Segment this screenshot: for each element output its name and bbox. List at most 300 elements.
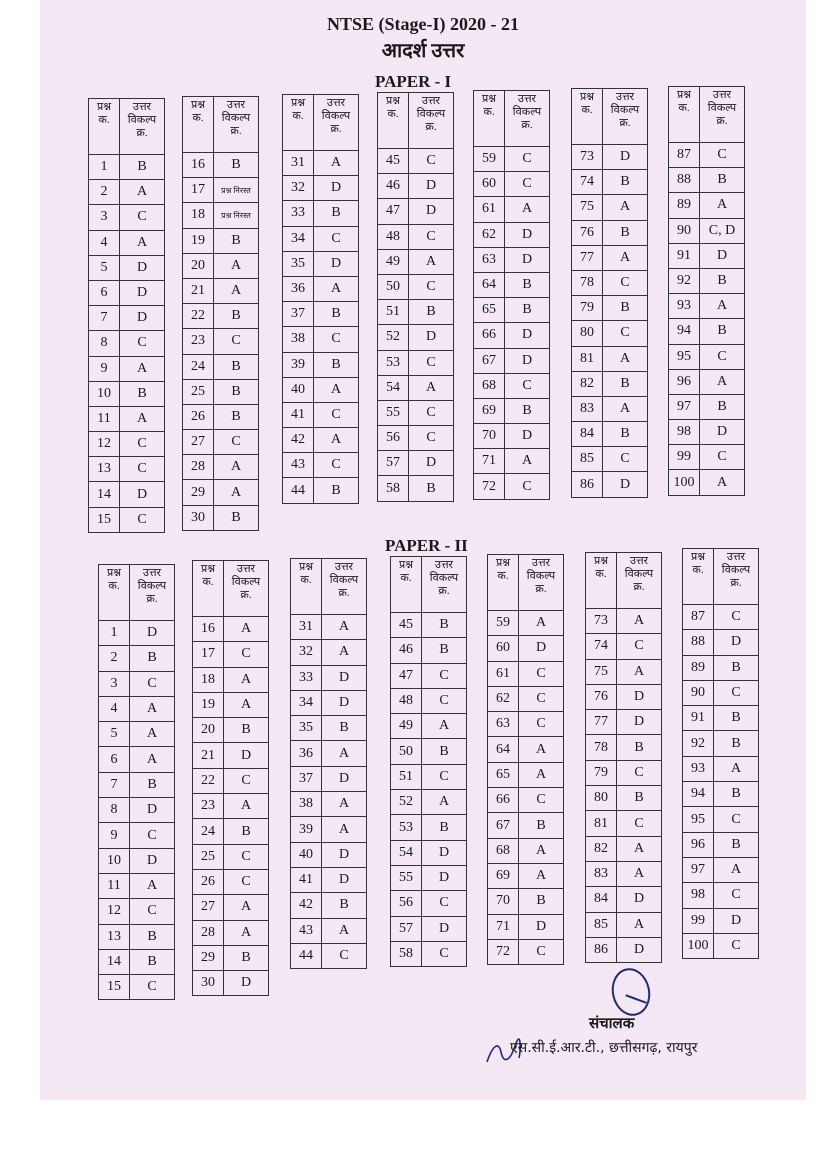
question-column-header — [283, 95, 314, 151]
answer-option: A — [714, 857, 759, 882]
answer-option: B — [603, 422, 648, 447]
answer-option: D — [120, 482, 165, 507]
question-number: 90 — [669, 218, 700, 243]
answer-option: A — [130, 873, 175, 898]
paper2-answer-table-7 — [682, 548, 759, 959]
question-number: 83 — [586, 861, 617, 886]
table-row — [193, 895, 269, 920]
question-number: 23 — [193, 794, 224, 819]
question-number: 96 — [683, 832, 714, 857]
answer-option: C — [519, 788, 564, 813]
question-number: 58 — [391, 941, 422, 966]
question-number: 28 — [183, 455, 214, 480]
question-number: 59 — [488, 611, 519, 636]
answer-option: A — [617, 912, 662, 937]
question-number: 81 — [586, 811, 617, 836]
answer-option: C — [519, 939, 564, 964]
answer-option: B — [714, 731, 759, 756]
table-row — [669, 168, 745, 193]
answer-option: D — [505, 247, 550, 272]
answer-option: B — [214, 404, 259, 429]
answer-option: B — [322, 893, 367, 918]
question-number: 99 — [669, 445, 700, 470]
table-row — [391, 891, 467, 916]
table-row — [572, 145, 648, 170]
question-number: 13 — [99, 924, 130, 949]
question-column-header — [488, 555, 519, 611]
question-number: 52 — [391, 790, 422, 815]
table-row — [391, 790, 467, 815]
table-row — [99, 772, 175, 797]
question-number: 66 — [474, 323, 505, 348]
table-row — [586, 684, 662, 709]
answer-option: D — [322, 766, 367, 791]
table-header-row — [586, 553, 662, 609]
answer-option: A — [120, 406, 165, 431]
answer-option: C — [603, 270, 648, 295]
table-row — [291, 943, 367, 968]
table-row — [669, 143, 745, 168]
table-row — [586, 634, 662, 659]
answer-column-header — [603, 89, 648, 145]
table-row — [474, 222, 550, 247]
answer-option: B — [714, 832, 759, 857]
question-number: 36 — [291, 741, 322, 766]
paper1-title: PAPER - I — [375, 72, 452, 91]
answer-option: B — [519, 889, 564, 914]
question-number: 97 — [669, 394, 700, 419]
question-number: 40 — [291, 842, 322, 867]
table-row — [586, 836, 662, 861]
answer-option: C — [314, 327, 359, 352]
answer-option: C — [214, 430, 259, 455]
question-number: 50 — [391, 739, 422, 764]
question-number: 26 — [193, 869, 224, 894]
question-number: 64 — [474, 272, 505, 297]
answer-column-header — [519, 555, 564, 611]
question-number: 40 — [283, 377, 314, 402]
answer-option: A — [314, 377, 359, 402]
question-number: 37 — [291, 766, 322, 791]
question-number: 14 — [99, 949, 130, 974]
table-row — [193, 920, 269, 945]
answer-option: C — [519, 686, 564, 711]
table-row — [488, 788, 564, 813]
question-number: 42 — [283, 428, 314, 453]
table-row — [488, 636, 564, 661]
answer-option: B — [505, 272, 550, 297]
answer-option: B — [130, 646, 175, 671]
answer-header-line: विकल्प — [512, 106, 542, 118]
question-number: 30 — [193, 971, 224, 996]
table-row — [89, 432, 165, 457]
answer-option: B — [214, 228, 259, 253]
answer-option: B — [603, 220, 648, 245]
table-row — [378, 476, 454, 501]
paper1-answer-table-4 — [377, 92, 454, 502]
answer-option: A — [617, 836, 662, 861]
table-row — [89, 507, 165, 532]
question-number: 49 — [378, 249, 409, 274]
answer-option: A — [322, 640, 367, 665]
answer-option: B — [603, 371, 648, 396]
table-row — [99, 924, 175, 949]
answer-header-line: क्र. — [438, 585, 450, 597]
answer-option: C — [409, 350, 454, 375]
question-column-header — [474, 91, 505, 147]
answer-option: D — [617, 887, 662, 912]
answer-option: A — [603, 195, 648, 220]
question-column-header — [586, 553, 617, 609]
question-number: 25 — [193, 844, 224, 869]
table-row — [99, 747, 175, 772]
answer-option: B — [422, 815, 467, 840]
answer-option: D — [617, 684, 662, 709]
table-row — [283, 302, 359, 327]
table-row — [193, 718, 269, 743]
table-row — [572, 346, 648, 371]
question-number: 50 — [378, 274, 409, 299]
question-number: 92 — [669, 268, 700, 293]
answer-option: C — [422, 941, 467, 966]
table-row — [193, 768, 269, 793]
table-row — [283, 428, 359, 453]
table-row — [183, 278, 259, 303]
paper1-answer-table-2 — [182, 96, 259, 531]
question-number: 7 — [89, 306, 120, 331]
table-row — [99, 899, 175, 924]
answer-column-header — [714, 549, 759, 605]
paper1-answer-table-6 — [571, 88, 648, 498]
question-number: 31 — [291, 615, 322, 640]
answer-option: D — [130, 798, 175, 823]
answer-option: C — [130, 975, 175, 1000]
question-number: 49 — [391, 714, 422, 739]
question-number: 76 — [586, 684, 617, 709]
table-row — [474, 172, 550, 197]
answer-option: C — [409, 274, 454, 299]
question-number: 32 — [291, 640, 322, 665]
answer-option: C — [120, 507, 165, 532]
question-number: 82 — [586, 836, 617, 861]
answer-option: B — [700, 394, 745, 419]
answer-header-line: उत्तर — [132, 101, 152, 113]
table-header-row — [391, 557, 467, 613]
question-number: 92 — [683, 731, 714, 756]
question-number: 47 — [391, 663, 422, 688]
answer-header-line: क्र. — [619, 117, 631, 129]
table-row — [291, 842, 367, 867]
table-row — [183, 253, 259, 278]
answer-option: B — [409, 476, 454, 501]
answer-option: A — [519, 611, 564, 636]
answer-option: A — [224, 920, 269, 945]
answer-column-header — [422, 557, 467, 613]
table-row — [183, 455, 259, 480]
answer-option: A — [130, 722, 175, 747]
question-column-header — [572, 89, 603, 145]
question-number: 36 — [283, 276, 314, 301]
question-number: 8 — [89, 331, 120, 356]
table-row — [488, 737, 564, 762]
question-number: 29 — [193, 945, 224, 970]
answer-option: D — [519, 636, 564, 661]
question-header-line: प्रश्न — [290, 97, 306, 109]
table-row — [474, 373, 550, 398]
answer-option: D — [314, 176, 359, 201]
question-number: 39 — [283, 352, 314, 377]
question-number: 22 — [193, 768, 224, 793]
question-number: 53 — [378, 350, 409, 375]
table-row — [488, 762, 564, 787]
answer-option: C — [714, 933, 759, 958]
table-row — [488, 939, 564, 964]
answer-option: A — [603, 245, 648, 270]
question-number: 80 — [572, 321, 603, 346]
answer-option: D — [409, 325, 454, 350]
paper1-answer-table-5 — [473, 90, 550, 500]
table-row — [572, 321, 648, 346]
answer-option: C — [700, 344, 745, 369]
answer-option: A — [617, 861, 662, 886]
question-number: 3 — [99, 671, 130, 696]
table-row — [474, 474, 550, 499]
answer-option: A — [322, 615, 367, 640]
table-row — [89, 356, 165, 381]
table-row — [183, 505, 259, 530]
question-number: 5 — [89, 255, 120, 280]
answer-option: C — [603, 321, 648, 346]
answer-option: D — [700, 420, 745, 445]
answer-header-line: उत्तर — [236, 563, 256, 575]
table-row — [193, 667, 269, 692]
table-row — [183, 153, 259, 178]
answer-option: A — [130, 696, 175, 721]
paper2-answer-table-4 — [390, 556, 467, 967]
question-number: 78 — [572, 270, 603, 295]
table-row — [291, 792, 367, 817]
answer-option: B — [603, 296, 648, 321]
table-row — [193, 869, 269, 894]
table-row — [669, 394, 745, 419]
table-row — [89, 482, 165, 507]
table-row — [683, 908, 759, 933]
question-header-line: प्रश्न — [398, 559, 414, 571]
answer-header-line: विकल्प — [416, 108, 446, 120]
question-number: 52 — [378, 325, 409, 350]
table-row — [193, 743, 269, 768]
table-row — [586, 735, 662, 760]
question-number: 95 — [683, 807, 714, 832]
answer-header-line: विकल्प — [624, 568, 654, 580]
paper1-answer-table-7 — [668, 86, 745, 496]
answer-option: C — [409, 224, 454, 249]
table-header-row — [669, 87, 745, 143]
table-row — [193, 945, 269, 970]
answer-option: A — [422, 714, 467, 739]
table-row — [193, 844, 269, 869]
table-row — [99, 696, 175, 721]
answer-option: C — [224, 642, 269, 667]
table-row — [683, 731, 759, 756]
question-number: 17 — [193, 642, 224, 667]
answer-option: B — [422, 739, 467, 764]
table-header-row — [99, 565, 175, 621]
answer-header-line: क्र. — [230, 125, 242, 137]
question-number: 58 — [378, 476, 409, 501]
question-number: 90 — [683, 680, 714, 705]
table-row — [89, 457, 165, 482]
question-number: 1 — [89, 155, 120, 180]
answer-option: C — [314, 402, 359, 427]
table-row — [99, 722, 175, 747]
question-header-line: प्रश्न — [690, 551, 706, 563]
question-number: 20 — [193, 718, 224, 743]
question-header-line: प्रश्न — [106, 567, 122, 579]
table-row — [89, 155, 165, 180]
question-number: 84 — [572, 422, 603, 447]
table-row — [474, 323, 550, 348]
question-header-line: प्रश्न — [676, 89, 692, 101]
answer-option: D — [409, 451, 454, 476]
question-number: 45 — [378, 149, 409, 174]
question-number: 51 — [378, 300, 409, 325]
answer-option: D — [505, 424, 550, 449]
answer-option: C — [130, 671, 175, 696]
table-row — [391, 613, 467, 638]
answer-option: D — [130, 621, 175, 646]
table-row — [669, 369, 745, 394]
question-number: 27 — [183, 430, 214, 455]
answer-header-line: उत्तर — [421, 95, 441, 107]
table-row — [572, 195, 648, 220]
answer-option: A — [224, 667, 269, 692]
table-row — [391, 764, 467, 789]
question-number: 15 — [99, 975, 130, 1000]
question-number: 45 — [391, 613, 422, 638]
question-number: 85 — [586, 912, 617, 937]
answer-header-line: विकल्प — [321, 110, 351, 122]
question-number: 65 — [488, 762, 519, 787]
table-row — [283, 151, 359, 176]
answer-option: C — [714, 680, 759, 705]
answer-option: B — [714, 706, 759, 731]
answer-option: D — [120, 255, 165, 280]
question-number: 24 — [183, 354, 214, 379]
table-row — [89, 180, 165, 205]
table-row — [89, 306, 165, 331]
answer-option: A — [120, 180, 165, 205]
paper1-answer-table-3 — [282, 94, 359, 504]
answer-option: B — [130, 949, 175, 974]
table-header-row — [89, 99, 165, 155]
answer-option: B — [214, 354, 259, 379]
table-row — [89, 381, 165, 406]
answer-header-line: उत्तर — [226, 99, 246, 111]
table-row — [283, 176, 359, 201]
answer-option: D — [322, 665, 367, 690]
answer-option: C — [519, 661, 564, 686]
answer-header-line: विकल्प — [721, 564, 751, 576]
table-row — [586, 786, 662, 811]
table-row — [488, 863, 564, 888]
answer-option: D — [700, 243, 745, 268]
question-column-header — [183, 97, 214, 153]
table-row — [488, 838, 564, 863]
table-row — [193, 971, 269, 996]
answer-option: A — [714, 756, 759, 781]
answer-option: A — [120, 230, 165, 255]
table-row — [683, 655, 759, 680]
question-number: 85 — [572, 447, 603, 472]
answer-option: B — [224, 819, 269, 844]
table-row — [488, 661, 564, 686]
answer-option: B — [314, 478, 359, 503]
question-number: 34 — [283, 226, 314, 251]
answer-option: C — [409, 149, 454, 174]
question-number: 33 — [291, 665, 322, 690]
table-row — [683, 933, 759, 958]
table-row — [669, 445, 745, 470]
answer-option: B — [120, 381, 165, 406]
answer-option: D — [617, 710, 662, 735]
question-number: 41 — [291, 867, 322, 892]
table-row — [378, 375, 454, 400]
answer-option: A — [409, 249, 454, 274]
answer-option: D — [314, 251, 359, 276]
answer-header-line: विकल्प — [707, 102, 737, 114]
answer-option: B — [314, 302, 359, 327]
question-header-line: क. — [400, 572, 412, 584]
table-row — [193, 819, 269, 844]
question-number: 41 — [283, 402, 314, 427]
answer-option: B — [700, 319, 745, 344]
answer-option: D — [409, 199, 454, 224]
answer-option: A — [120, 356, 165, 381]
question-number: 74 — [572, 170, 603, 195]
table-header-row — [193, 561, 269, 617]
answer-option: C — [409, 426, 454, 451]
question-number: 94 — [669, 319, 700, 344]
answer-option: A — [130, 747, 175, 772]
answer-option: C — [314, 453, 359, 478]
question-header-line: प्रश्न — [481, 93, 497, 105]
question-number: 94 — [683, 782, 714, 807]
answer-option: B — [224, 945, 269, 970]
question-number: 96 — [669, 369, 700, 394]
table-row — [488, 611, 564, 636]
table-row — [683, 807, 759, 832]
answer-option: B — [700, 168, 745, 193]
question-number: 13 — [89, 457, 120, 482]
table-row — [378, 274, 454, 299]
table-row — [99, 823, 175, 848]
table-row — [378, 300, 454, 325]
answer-column-header — [130, 565, 175, 621]
table-row — [391, 941, 467, 966]
answer-header-line: विकल्प — [610, 104, 640, 116]
question-header-line: क. — [483, 106, 495, 118]
question-number: 19 — [193, 692, 224, 717]
question-column-header — [669, 87, 700, 143]
answer-header-line: विकल्प — [221, 112, 251, 124]
answer-option: A — [617, 659, 662, 684]
table-row — [291, 665, 367, 690]
question-number: 62 — [474, 222, 505, 247]
answer-header-line: क्र. — [535, 583, 547, 595]
answer-option: A — [224, 794, 269, 819]
table-row — [378, 199, 454, 224]
